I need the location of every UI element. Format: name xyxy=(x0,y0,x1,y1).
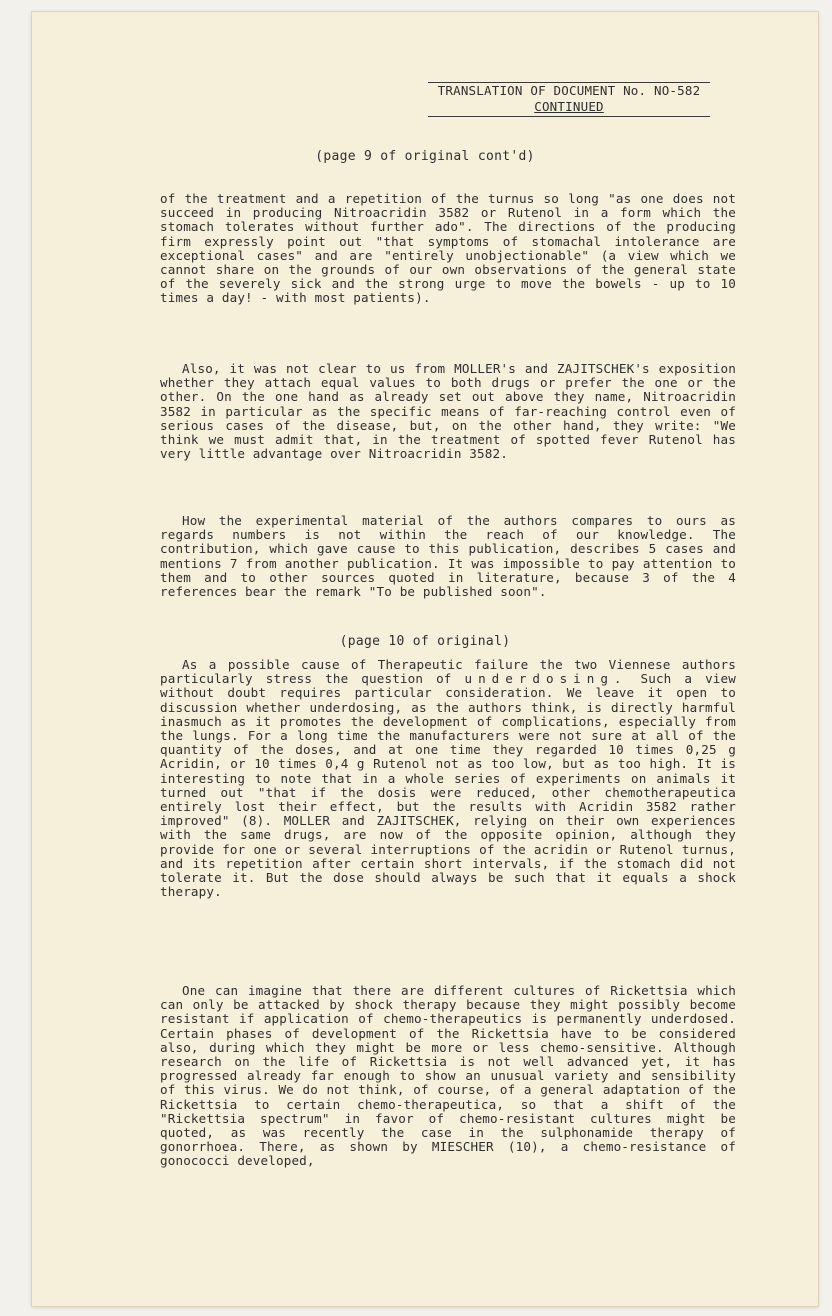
document-page xyxy=(32,12,818,1306)
paragraph-1: of the treatment and a repetition of the turnus so long "as one does not succeed in producing Nitroacridin 3582 or Rutenol in a form which the stomach tolerates without further ado". The directions of the producing firm expressly point out "that symptoms of stomachal intolerance are exceptional cases" and are "entirely unobjectionable" (a view which we cannot share on the grounds of our own observations of the general state of the severely sick and the strong urge to move the bowels - up to 10 times a day! - with most patients). xyxy=(160,191,736,306)
paragraph-5 xyxy=(160,984,736,1169)
paragraph-4 xyxy=(160,658,736,899)
header-bottom-rule xyxy=(428,116,710,117)
paragraph-2 xyxy=(160,362,736,461)
paragraph-5-text: One can imagine that there are different cultures of Rickettsia which can only be attacked by shock therapy because they might possibly become resistant if application of chemo-therapeutics is permanently underdosed. Certain phases of development of the Rickettsia have to be considered also, during which they might be more or less chemo-sensitive. Although research on the life of Rickettsia is not well advanced yet, it has progressed already far enough to show an unusual variety and sensibility of this virus. We do not think, of course, of a general adaptation of the Rickettsia to certain chemo-therapeutica, so that a shift of the "Rickettsia spectrum" in favor of chemo-resistant cultures might be quoted, as was recently the case in the sulphonamide therapy of gonorrhoea. There, as shown by MIESCHER (10), a chemo-resistance of gonococci developed, xyxy=(160,983,736,1169)
paragraph-2-text: Also, it was not clear to us from MOLLER's and ZAJITSCHEK's exposition whether they attach equal values to both drugs or prefer the one or the other. On the one hand as already set out above they name, Nitroacridin 3582 in particular as the specific means of far-reaching control even of serious cases of the disease, but, on the other hand, they write: "We think we must admit that, in the treatment of spotted fever Rutenol has very little advantage over Nitroacridin 3582. xyxy=(160,361,736,462)
paragraph-4-continued: Such a view without doubt requires particular consideration. We leave it open to discussion whether underdosing, as the authors think, is directly harmful inasmuch as it promotes the development of complications, especially from the lungs. For a long time the manufacturers were not sure at all of the quantity of the doses, and at one time they regarded 10 times 0,25 g Acridin, or 10 times 0,4 g Rutenol not as too low, but as too high. It is interesting to note that in a whole series of experiments on animals it turned out "that if the dosis were reduced, other chemotherapeutica entirely lost their effect, but the results with Acridin 3582 rather improved" (8). MOLLER and ZAJITSCHEK, relying on their own experiences with the same drugs, are now of the opposite opinion, although they provide for one or several interruptions of the acridin or Rutenol turnus, and its repetition after certain short intervals, if the stomach did not tolerate it. But the dose should always be such that it equals a shock therapy. xyxy=(160,671,736,900)
paragraph-4-text: As a possible cause of Therapeutic failure the two Viennese authors particularly stress the question of xyxy=(160,657,736,687)
document-header xyxy=(428,82,710,117)
emphasis-underdosing: underdosing. xyxy=(464,671,628,687)
document-subtitle: CONTINUED xyxy=(534,99,604,114)
page-note-10: (page 10 of original) xyxy=(339,634,511,649)
page-note-9: (page 9 of original cont'd) xyxy=(315,149,535,164)
paragraph-3-text: How the experimental material of the authors compares to ours as regards numbers is not within the reach of our knowledge. The contribution, which gave cause to this publication, describes 5 cases and mentions 7 from another publication. It was impossible to pay attention to them and to other sources quoted in literature, because 3 of the 4 references bear the remark "To be published soon". xyxy=(160,513,736,600)
document-title: TRANSLATION OF DOCUMENT No. NO-582 xyxy=(437,83,701,98)
paragraph-3 xyxy=(160,514,736,599)
